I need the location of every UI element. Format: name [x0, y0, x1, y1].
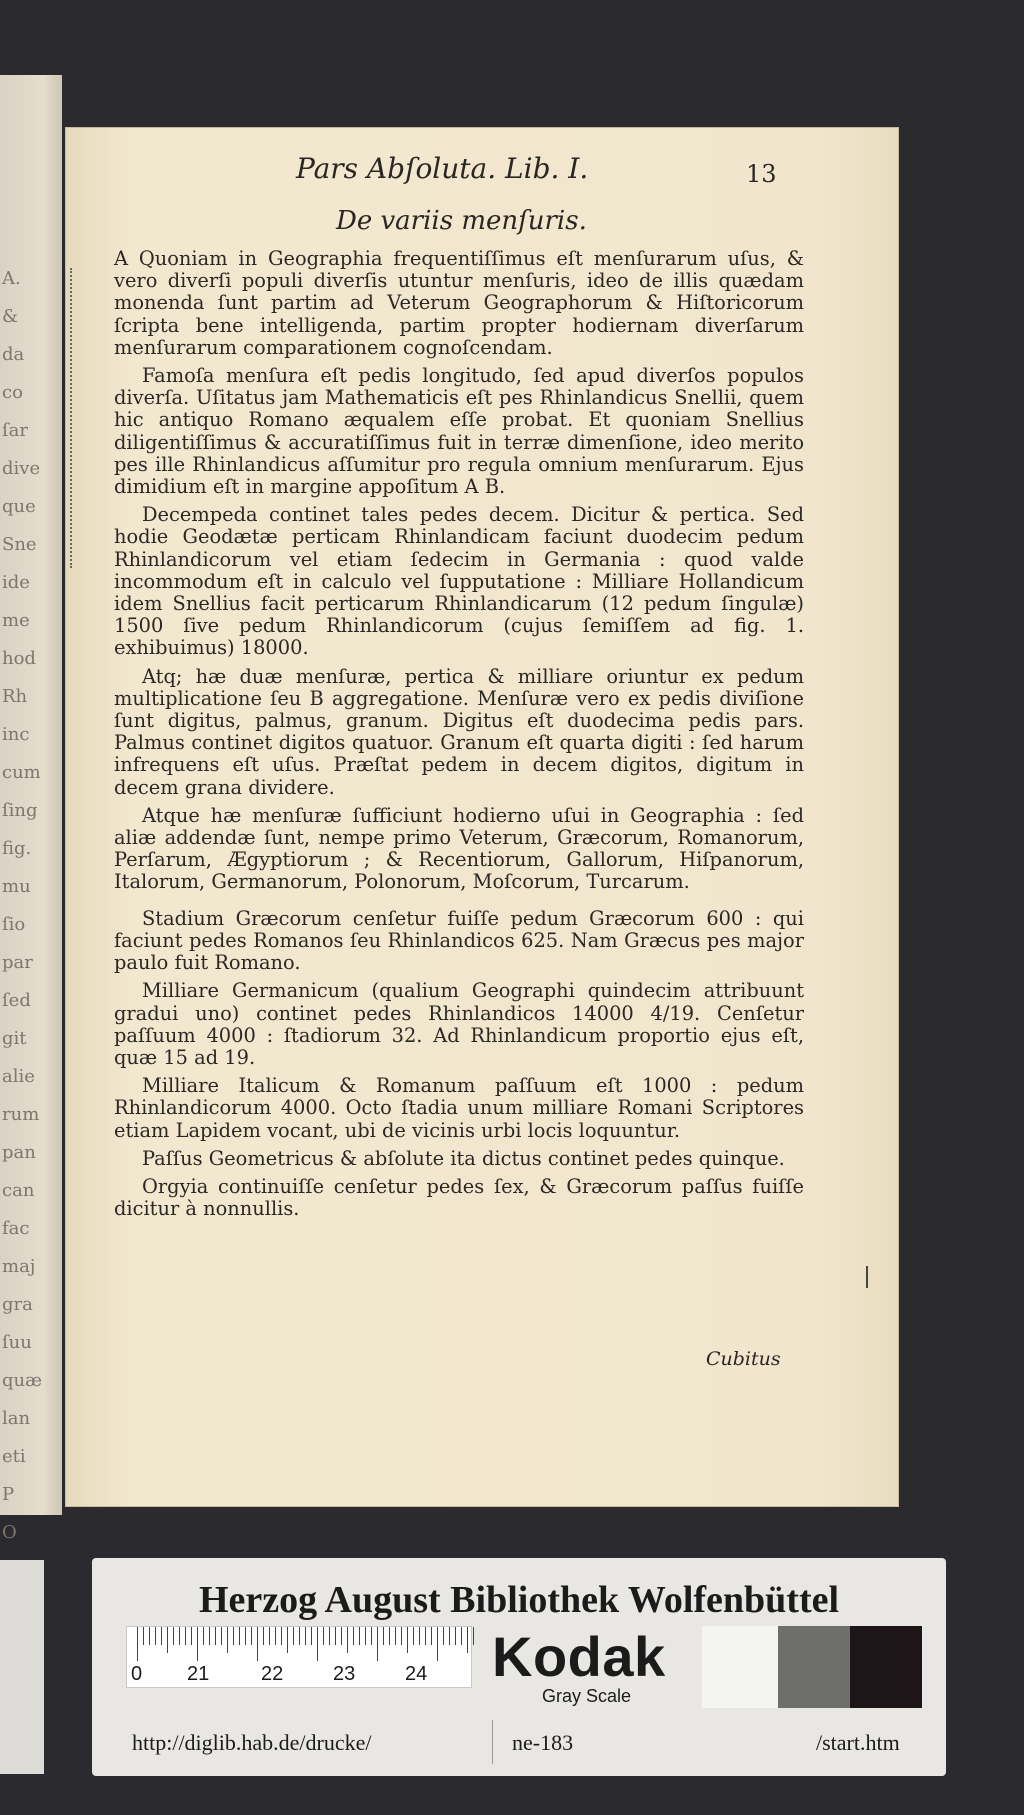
ruler-tick: [431, 1627, 432, 1645]
left-page-fragment: pan: [2, 1142, 36, 1163]
ruler-tick: [299, 1627, 300, 1645]
ruler-tick: [155, 1627, 156, 1645]
catchword: Cubitus: [706, 1348, 781, 1370]
ruler-tick: [323, 1627, 324, 1645]
ruler-tick: [161, 1627, 162, 1645]
paragraph: Paſſus Geometricus & abſolute ita dictus continet pedes quinque.: [142, 1146, 785, 1170]
ruler-tick: [311, 1627, 312, 1645]
ruler-tick: [329, 1627, 330, 1645]
left-page-fragment: ſuu: [2, 1332, 32, 1353]
ruler-tick: [275, 1627, 276, 1645]
body-text: [114, 248, 804, 1226]
left-page-fragment: fig.: [2, 838, 32, 859]
ruler-tick: [263, 1627, 264, 1645]
ruler: [126, 1626, 472, 1688]
calibration-card: [92, 1558, 946, 1776]
ruler-tick: [371, 1627, 372, 1645]
ruler-tick: [227, 1627, 228, 1653]
ruler-tick: [455, 1627, 456, 1645]
ruler-tick: [287, 1627, 288, 1653]
section-title: De variis menſuris.: [336, 206, 587, 236]
ruler-tick: [395, 1627, 396, 1645]
left-page-fragment: P: [2, 1484, 15, 1505]
left-page-fragment: eti: [2, 1446, 26, 1467]
left-page-fragment: ide: [2, 572, 30, 593]
url-right: /start.htm: [816, 1730, 900, 1755]
ruler-tick: [317, 1627, 318, 1661]
left-page-fragment: que: [2, 496, 36, 517]
ruler-tick: [185, 1627, 186, 1645]
ruler-number: 24: [405, 1663, 428, 1685]
url-mid: ne-183: [512, 1730, 574, 1755]
left-card-edge: [0, 1560, 44, 1774]
ruler-tick: [437, 1627, 438, 1661]
ruler-tick: [461, 1627, 462, 1645]
ruler-tick: [269, 1627, 270, 1645]
left-page-fragment: can: [2, 1180, 35, 1201]
gray-swatch: [702, 1626, 778, 1708]
paragraph: Decempeda continet tales pedes decem. Dicitur & pertica. Sed hodie Geodætæ perticam Rhinlandicam faciunt duodecim pedum Rhinlandicorum vel etiam ſedecim in Germania : quod valde incommodum eſt in calculo vel ſupputatione : Milliare Hollandicum idem Snellius facit perticarum Rhinlandicarum (12 pedum ſingulæ) 1500 ſive pedum Rhinlandicorum (cujus ſemiſſem ad fig. 1. exhibuimus) 18000.: [114, 503, 804, 660]
left-page-fragment: &: [2, 306, 19, 327]
library-name: Herzog August Bibliothek Wolfenbüttel: [198, 1579, 840, 1621]
running-title: Pars Abſoluta. Lib. I.: [296, 152, 589, 185]
ruler-tick: [251, 1627, 252, 1645]
ruler-tick: [209, 1627, 210, 1645]
ruler-tick: [443, 1627, 444, 1645]
margin-marks: [70, 268, 80, 568]
ruler-tick: [167, 1627, 168, 1653]
left-page-fragment: ſing: [2, 800, 38, 821]
ruler-tick: [197, 1627, 198, 1661]
ruler-tick: [281, 1627, 282, 1645]
left-page-fragment: ſio: [2, 914, 26, 935]
paragraph: Famoſa menſura eſt pedis longitudo, ſed apud diverſos populos diverſa. Uſitatus jam Mathematicis eſt pes Rhinlandicus Snellii, quem hic antiquo Romano æqualem eſſe probat. Et quoniam Snellius diligentiſſimus & accuratiſſimus fuit in terræ dimenſione, ideo merito pes ille Rhinlandicus aſſumitur pro regula omnium menſurarum. Ejus dimidium eſt in margine appoſitum A B.: [114, 364, 804, 499]
ruler-tick: [425, 1627, 426, 1645]
ruler-tick: [173, 1627, 174, 1645]
left-page-fragment: inc: [2, 724, 30, 745]
kodak-logo: Kodak: [492, 1625, 666, 1688]
left-page-fragment: hod: [2, 648, 36, 669]
left-page-fragment: me: [2, 610, 30, 631]
page-header: [66, 152, 898, 192]
left-page-fragment: quæ: [2, 1370, 43, 1391]
url-left: http://diglib.hab.de/drucke/: [132, 1730, 372, 1755]
left-page-fragment: Rh: [2, 686, 28, 707]
left-page-fragment: A.: [2, 268, 21, 289]
gray-swatch: [778, 1626, 850, 1708]
ruler-tick: [377, 1627, 378, 1661]
ruler-number: 21: [187, 1663, 210, 1685]
gray-swatch: [850, 1626, 922, 1708]
left-page-fragment: maj: [2, 1256, 36, 1277]
ruler-tick: [413, 1627, 414, 1645]
paragraph: Orgyia continuiſſe cenſetur pedes ſex, & Græcorum paſſus fuiſſe dicitur à nonnullis.: [114, 1174, 804, 1221]
ruler-tick: [179, 1627, 180, 1645]
ruler-tick: [305, 1627, 306, 1645]
left-page-fragment: ſed: [2, 990, 31, 1011]
left-page-fragment: alie: [2, 1066, 35, 1087]
paragraph: Atque hæ menſuræ ſufficiunt hodierno uſui in Geographia : ſed aliæ addendæ ſunt, nempe primo Veterum, Græcorum, Romanorum, Perſarum, Ægyptiorum ; & Recentiorum, Gallorum, Hiſpanorum, Italorum, Germanorum, Polonorum, Moſcorum, Turcarum.: [114, 803, 804, 894]
paragraph: A Quoniam in Geographia frequentiſſimus eſt menſurarum uſus, & vero diverſi populi diverſis utuntur menſuris, ideo de illis quædam monenda ſunt partim ad Veterum Geographorum & Hiſtoricorum ſcripta bene intelligenda, partim propter hodiernam diverſarum menſurarum comparationem cognoſcendam.: [114, 247, 804, 359]
paragraph: Atq; hæ duæ menſuræ, pertica & milliare oriuntur ex pedum multiplicatione ſeu B aggregatione. Menſuræ vero ex pedis diviſione ſunt digitus, palmus, granum. Digitus eſt duodecima pedis pars. Palmus continet digitos quatuor. Granum eſt quarta digiti : ſed harum infrequens eſt uſus. Præſtat pedem in decem digitos, digitum in decem grana dividere.: [114, 664, 804, 799]
left-page-fragment: ſar: [2, 420, 28, 441]
ruler-number: 22: [261, 1663, 284, 1685]
page-number: 13: [746, 160, 777, 188]
ruler-tick: [293, 1627, 294, 1645]
left-page-fragment: da: [2, 344, 25, 365]
ruler-tick: [467, 1627, 468, 1653]
paragraph: Milliare Germanicum (qualium Geographi quindecim attribuunt gradui uno) continet pedes Rhinlandicos 14000 4/19. Cenſetur paſſuum 4000 : ſtadiorum 32. Ad Rhinlandicum proportio ejus eſt, quæ 15 ad 19.: [114, 979, 804, 1069]
book-page: [66, 128, 898, 1506]
margin-tick: [866, 1266, 868, 1288]
ruler-tick: [341, 1627, 342, 1645]
paragraph: Milliare Italicum & Romanum paſſuum eſt 1000 : pedum Rhinlandicorum 4000. Octo ſtadia unum milliare Romani Scriptores etiam Lapidem vocant, ubi de vicinis urbi locis loquuntur.: [114, 1074, 804, 1142]
ruler-number: 23: [333, 1663, 356, 1685]
ruler-tick: [401, 1627, 402, 1645]
ruler-tick: [191, 1627, 192, 1645]
left-page-fragment: mu: [2, 876, 31, 897]
ruler-tick: [389, 1627, 390, 1645]
left-page-fragment: co: [2, 382, 23, 403]
ruler-tick: [449, 1627, 450, 1645]
url-divider: [492, 1720, 493, 1764]
ruler-tick: [365, 1627, 366, 1645]
left-page-fragment: lan: [2, 1408, 31, 1429]
ruler-tick: [203, 1627, 204, 1645]
ruler-tick: [473, 1627, 474, 1645]
left-page-fragment: gra: [2, 1294, 33, 1315]
ruler-tick: [245, 1627, 246, 1645]
left-page-fragment: fac: [2, 1218, 30, 1239]
left-page-fragment: O: [2, 1522, 17, 1543]
left-page-fragment: dive: [2, 458, 41, 479]
ruler-tick: [257, 1627, 258, 1661]
ruler-tick: [233, 1627, 234, 1645]
ruler-tick: [407, 1627, 408, 1653]
ruler-tick: [215, 1627, 216, 1645]
ruler-tick: [353, 1627, 354, 1645]
paragraph: Stadium Græcorum cenſetur fuiſſe pedum Græcorum 600 : qui faciunt pedes Romanos ſeu Rhinlandicos 625. Nam Græcus pes major paulo fuit Romano.: [114, 906, 804, 975]
ruler-tick: [335, 1627, 336, 1645]
ruler-tick: [137, 1627, 138, 1661]
left-page-fragment: git: [2, 1028, 27, 1049]
ruler-tick: [149, 1627, 150, 1645]
ruler-tick: [347, 1627, 348, 1653]
ruler-tick: [143, 1627, 144, 1645]
left-page-fragment: rum: [2, 1104, 40, 1125]
ruler-tick: [359, 1627, 360, 1645]
gray-scale-label: Gray Scale: [542, 1686, 632, 1706]
left-page-fragment: cum: [2, 762, 41, 783]
left-page-fragment: Sne: [2, 534, 37, 555]
ruler-tick: [221, 1627, 222, 1645]
ruler-tick: [239, 1627, 240, 1645]
left-page-edge: [0, 75, 62, 1543]
ruler-tick: [419, 1627, 420, 1645]
left-page-fragment: par: [2, 952, 33, 973]
ruler-number: 0: [131, 1663, 143, 1685]
ruler-tick: [383, 1627, 384, 1645]
